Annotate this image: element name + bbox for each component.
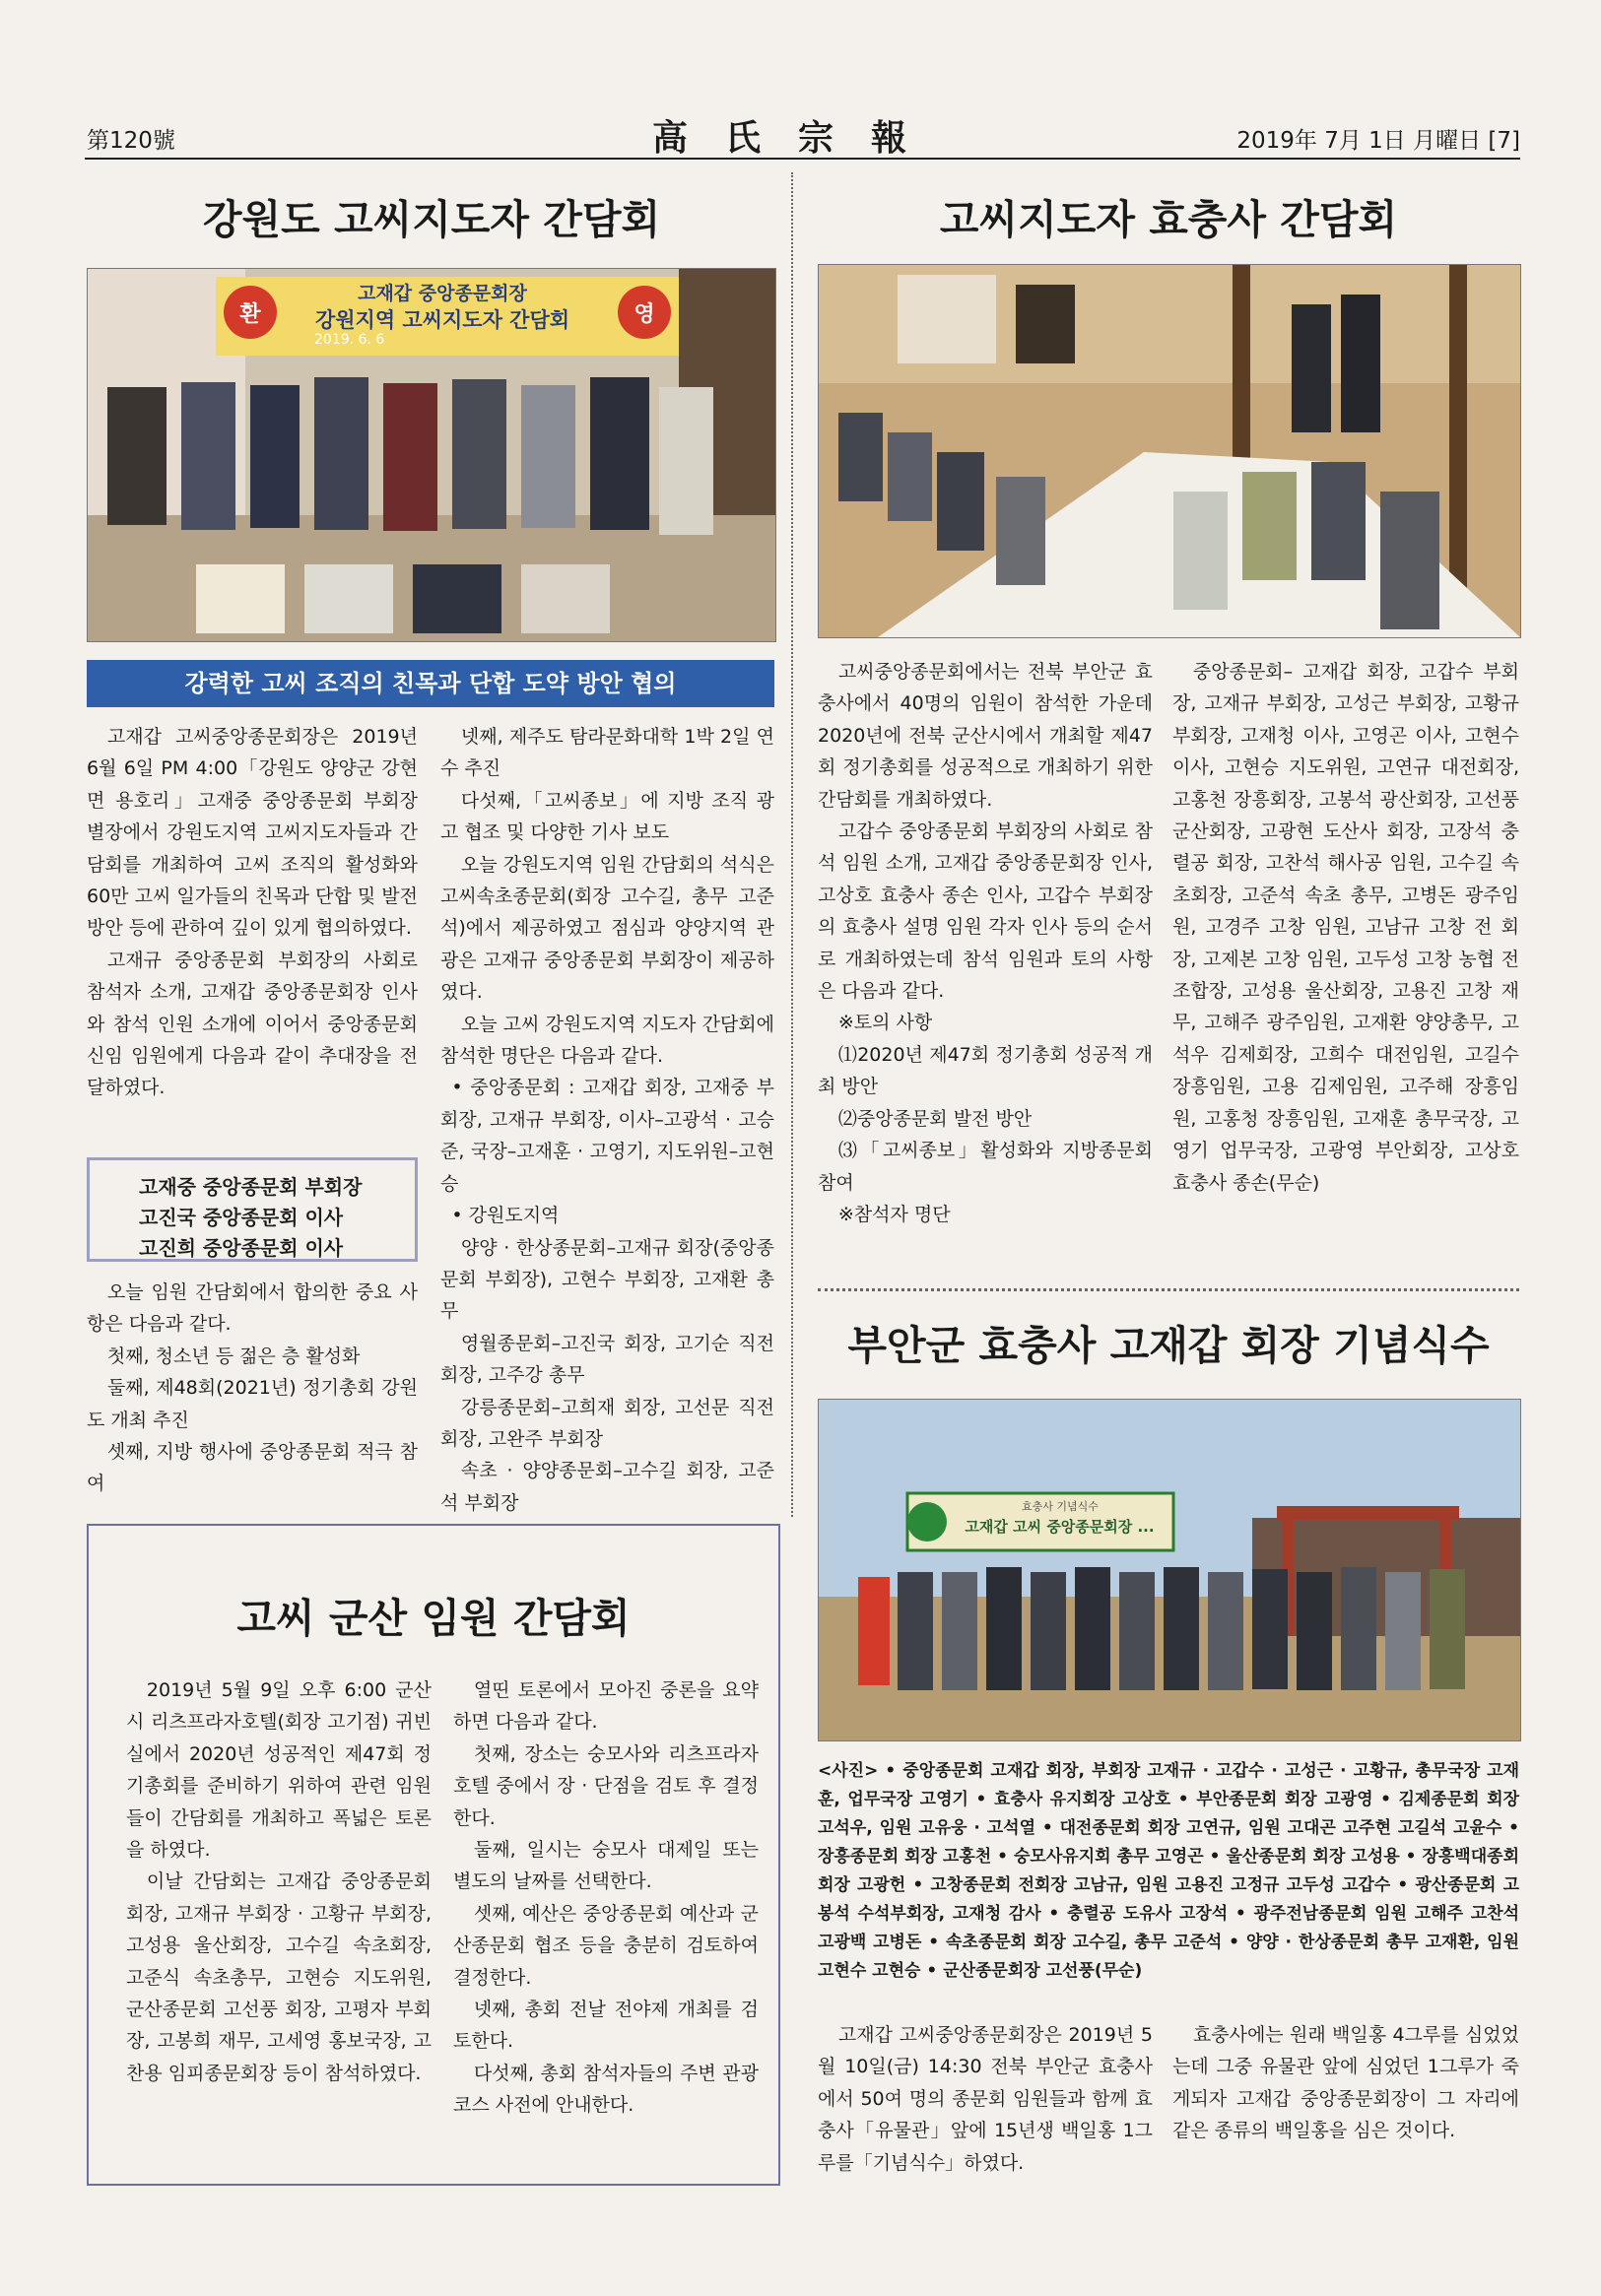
paragraph: 둘째, 제48회(2021년) 정기총회 강원도 개최 추진: [87, 1377, 418, 1431]
article3-title: 부안군 효충사 고재갑 회장 기념식수: [847, 1322, 1490, 1369]
banner-text: 고재갑 고씨 중앙종문회장 ...: [965, 1518, 1155, 1536]
issue-date: 2019年 7月 1日 月曜日 [7]: [1236, 128, 1520, 154]
paragraph: 강릉종문회–고희재 회장, 고선문 직전회장, 고완주 부회장: [440, 1396, 774, 1450]
article3-photo: [818, 1399, 1521, 1741]
paragraph: ⑶「고씨종보」활성화와 지방종문회 참여: [818, 1140, 1153, 1194]
section-divider: [818, 1288, 1519, 1291]
newspaper-masthead: 高氏宗報: [651, 117, 944, 159]
article3-col2: [1172, 2019, 1519, 2147]
article1-photo: [87, 268, 776, 642]
paragraph: 고씨중앙종문회에서는 전북 부안군 효충사에서 40명의 임원이 참석한 가운데 2020년에 전북 군산시에서 개최할 제47회 정기총회를 성공적으로 개최하기 위한 간담회를 개최하였다.: [818, 661, 1153, 811]
article3-caption: [818, 1757, 1519, 1986]
article4-col2: [453, 1674, 759, 2122]
paragraph: 이날 간담회는 고재갑 중앙종문회 회장, 고재규 부회장 · 고황규 부회장, 고성용 울산회장, 고수길 속초회장, 고준식 속초총무, 고현승 지도위원, 군산종문회 고선풍 회장, 고평자 부회장, 고봉희 재무, 고세영 홍보국장, 고찬용 임피종문회장 등이 참석하였다.: [126, 1870, 432, 2084]
article4-col1: [126, 1674, 432, 2089]
issue-number: 第120號: [87, 128, 175, 154]
article1-col2: [440, 721, 774, 1519]
banner-right-char: 영: [634, 302, 655, 327]
article1-col1b: [87, 1277, 418, 1500]
banner-line1: 고재갑 중앙종문회장: [358, 283, 527, 304]
paragraph: 셋째, 예산은 중앙종문회 예산과 군산종문회 협조 등을 충분히 검토하여 결정한다.: [453, 1902, 759, 1989]
paragraph: 다섯째,「고씨종보」에 지방 조직 광고 협조 및 다양한 기사 보도: [440, 789, 774, 844]
paragraph: 효충사에는 원래 백일홍 4그루를 심었었는데 그중 유물관 앞에 심었던 1그루가 죽게되자 고재갑 중앙종문회장이 그 자리에 같은 종류의 백일홍을 심은 것이다.: [1172, 2024, 1519, 2142]
article1-col1: [87, 721, 418, 1104]
paragraph: 중앙종문회– 고재갑 회장, 고갑수 부회장, 고재규 부회장, 고성근 부회장, 고황규 부회장, 고재청 이사, 고영곤 이사, 고현수 이사, 고현승 지도위원, 고연규 대전회장, 고홍천 장흥회장, 고봉석 광산회장, 고선풍 군산회장, 고광현 도산사 회장, 고장석 충렬공 회장, 고찬석 해사공 임원, 고수길 속초회장, 고준석 속초 총무, 고병돈 광주임원, 고경주 고창 임원, 고남규 고창 전 회장, 고제본 고창 임원, 고두성 고창 농협 전 조합장, 고성용 울산회장, 고용진 고창 재무, 고해주 광주임원, 고재환 양양총무, 고석우 김제회장, 고희수 대전임원, 고길수 장흥임원, 고용 김제임원, 고주해 장흥임원, 고홍청 장흥임원, 고재훈 총무국장, 고영기 업무국장, 고광영 부안회장, 고상호 효충사 종손(무순): [1172, 661, 1519, 1194]
paragraph: 양양 · 한상종문회–고재규 회장(중앙종문회 부회장), 고현수 부회장, 고재환 총무: [440, 1236, 774, 1323]
banner-date: 2019. 6. 6: [314, 332, 385, 348]
paragraph: ※참석자 명단: [837, 1203, 951, 1225]
paragraph: 속초 · 양양종문회–고수길 회장, 고준석 부회장: [440, 1460, 774, 1514]
paragraph: 다섯째, 총회 참석자들의 주변 관광코스 사전에 안내한다.: [453, 2062, 759, 2117]
appointee: 고진국 중앙종문회 이사: [139, 1206, 344, 1229]
paragraph: 영월종문회–고진국 회장, 고기순 직전회장, 고주강 총무: [440, 1332, 774, 1387]
paragraph: 첫째, 청소년 등 젊은 층 활성화: [106, 1345, 361, 1367]
paragraph: ※토의 사항: [837, 1012, 933, 1034]
article1-subtitle: 강력한 고씨 조직의 친목과 단합 도약 방안 협의: [87, 660, 774, 707]
paragraph: 고재갑 고씨중앙종문회장은 2019년 5월 10일(금) 14:30 전북 부안군 효충사에서 50여 명의 종문회 임원들과 함께 효충사「유물관」앞에 15년생 백일홍 1그루를「기념식수」하였다.: [818, 2024, 1153, 2174]
paragraph: ⑵중앙종문회 발전 방안: [837, 1107, 1033, 1130]
appointee: 고진희 중앙종문회 이사: [139, 1236, 344, 1260]
paragraph: 둘째, 일시는 숭모사 대제일 또는 별도의 날짜를 선택한다.: [453, 1839, 759, 1893]
paragraph: • 강원도지역: [451, 1205, 560, 1227]
paragraph: 오늘 고씨 강원도지역 지도자 간담회에 참석한 명단은 다음과 같다.: [440, 1013, 774, 1068]
paragraph: ⑴2020년 제47회 정기총회 성공적 개최 방안: [818, 1043, 1153, 1098]
article2-col2: [1172, 656, 1519, 1199]
paragraph: • 중앙종문회 : 고재갑 회장, 고재중 부회장, 고재규 부회장, 이사–고광석 · 고승준, 국장–고재훈 · 고영기, 지도위원–고현승: [440, 1077, 774, 1195]
banner-small: 효충사 기념식수: [1022, 1500, 1099, 1513]
paragraph: 셋째, 지방 행사에 중앙종문회 적극 참여: [87, 1441, 418, 1495]
header-rule: [85, 158, 1520, 160]
paragraph: 2019년 5월 9일 오후 6:00 군산시 리츠프라자호텔(회장 고기점) 귀빈실에서 2020년 성공적인 제47회 정기총회를 준비하기 위하여 관련 임원들이 간담회를 개최하고 폭넓은 토론을 하였다.: [126, 1679, 432, 1862]
paragraph: 고재갑 고씨중앙종문회장은 2019년 6월 6일 PM 4:00「강원도 양양군 강현면 용호리」고재중 중앙종문회 부회장 별장에서 강원도지역 고씨지도자들과 간담회를 개최하여 고씨 조직의 활성화와 60만 고씨 일가들의 친목과 단합 및 발전방안 등에 관하여 깊이 있게 협의하였다.: [87, 726, 418, 940]
appointee: 고재중 중앙종문회 부회장: [139, 1175, 363, 1199]
article1-title: 강원도 고씨지도자 간담회: [202, 196, 661, 243]
article2-title: 고씨지도자 효충사 간담회: [939, 196, 1398, 243]
article2-col1: [818, 656, 1153, 1230]
paragraph: 고재규 중앙종문회 부회장의 사회로 참석자 소개, 고재갑 중앙종문회장 인사와 참석 인원 소개에 이어서 중앙종문회 신임 임원에게 다음과 같이 추대장을 전달하였다.: [87, 949, 418, 1099]
appointee-box: [87, 1157, 418, 1262]
paragraph: 오늘 임원 간담회에서 합의한 중요 사항은 다음과 같다.: [87, 1281, 418, 1336]
paragraph: 열띤 토론에서 모아진 중론을 요약하면 다음과 같다.: [453, 1679, 759, 1734]
paragraph: 넷째, 제주도 탐라문화대학 1박 2일 연수 추진: [440, 726, 774, 780]
paragraph: 고갑수 중앙종문회 부회장의 사회로 참석 임원 소개, 고재갑 중앙종문회장 인사, 고상호 효충사 종손 인사, 고갑수 부회장의 효충사 설명 임원 각자 인사 등의 순서로 개최하였는데 참석 임원과 토의 사항은 다음과 같다.: [818, 820, 1153, 1003]
paragraph: 넷째, 총회 전날 전야제 개최를 검토한다.: [453, 1999, 759, 2053]
banner-line2: 강원지역 고씨지도자 간담회: [314, 308, 570, 332]
column-divider: [791, 172, 793, 1517]
paragraph: 오늘 강원도지역 임원 간담회의 석식은 고씨속초종문회(회장 고수길, 총무 고준석)에서 제공하였고 점심과 양양지역 관광은 고재규 중앙종문회 부회장이 제공하였다.: [440, 853, 774, 1004]
photo-caption: <사진> • 중앙종문회 고재갑 회장, 부회장 고재규 · 고갑수 · 고성근 · 고황규, 총무국장 고재훈, 업무국장 고영기 • 효충사 유지회장 고상호 • 부안종문회 회장 고광영 • 김제종문회 회장 고석우, 임원 고유웅 · 고석열 • 대전종문회 회장 고연규, 임원 고대곤 고주현 고길석 고윤수 • 장흥종문회 회장 고홍천 • 숭모사유지회 총무 고영곤 • 울산종문회 회장 고성용 • 장흥백대종회 회장 고광헌 • 고창종문회 전회장 고남규, 임원 고용진 고정규 고두성 고갑수 • 광산종문회 고봉석 수석부회장, 고재청 감사 • 충렬공 도유사 고장석 • 광주전남종문회 임원 고해주 고찬석 고광백 고병돈 • 속초종문회 회장 고수길, 총무 고준석 • 양양 · 한상종문회 총무 고재환, 임원 고현수 고현승 • 군산종문회장 고선풍(무순): [818, 1761, 1519, 1981]
article3-col1: [818, 2019, 1153, 2179]
paragraph: 첫째, 장소는 숭모사와 리츠프라자 호텔 중에서 장 · 단점을 검토 후 결정한다.: [453, 1742, 759, 1829]
banner-left-char: 환: [239, 302, 261, 327]
article4-title: 고씨 군산 임원 간담회: [236, 1595, 631, 1642]
article2-photo: [818, 264, 1521, 638]
